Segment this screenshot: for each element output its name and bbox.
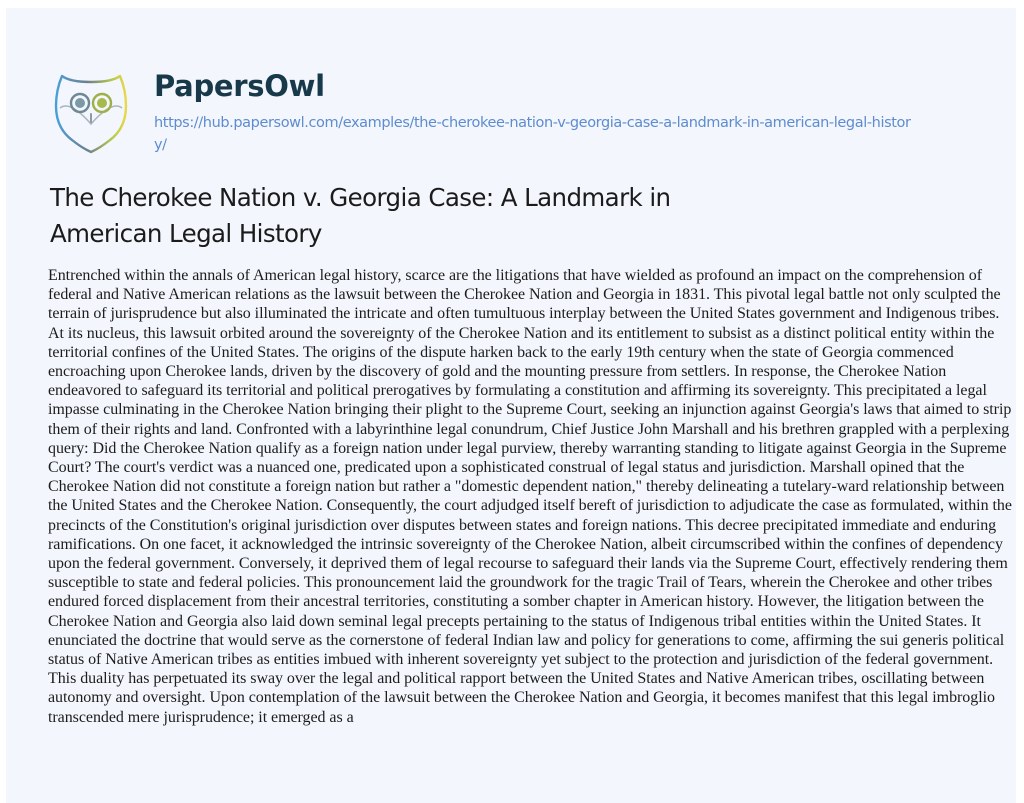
brand-name: PapersOwl [154, 69, 325, 103]
article-body: Entrenched within the annals of American legal history, scarce are the litigations that have wielded as profound an impact on the comprehension of federal and Native American relations as the lawsuit between the Cherokee Nation and Georgia in 1831. This pivotal legal battle not only sculpted the terrain of jurisprudence but also illuminated the intricate and often tumultuous interplay between the United States government and Indigenous tribes. At its nucleus, this lawsuit orbited around the sovereignty of the Cherokee Nation and its entitlement to subsist as a distinct political entity within the territorial confines of the United States. The origins of the dispute harken back to the early 19th century when the state of Georgia commenced encroaching upon Cherokee lands, driven by the discovery of gold and the mounting pressure from settlers. In response, the Cherokee Nation endeavored to safeguard its territorial and political prerogatives by formulating a constitution and affirming its sovereignty. This precipitated a legal impasse culminating in the Cherokee Nation bringing their plight to the Supreme Court, seeking an injunction against Georgia's laws that aimed to strip them of their rights and land. Confronted with a labyrinthine legal conundrum, Chief Justice John Marshall and his brethren grappled with a perplexing query: Did the Cherokee Nation qualify as a foreign nation under legal purview, thereby warranting standing to litigate against Georgia in the Supreme Court? The court's verdict was a nuanced one, predicated upon a sophisticated construal of legal status and jurisdiction. Marshall opined that the Cherokee Nation did not constitute a foreign nation but rather a "domestic dependent nation," thereby delineating a tutelary-ward relationship between the United States and the Cherokee Nation. Consequently, the court adjudged itself bereft of jurisdiction to adjudicate the case as formulated, within the precincts of the Constitution's original jurisdiction over disputes between states and foreign nations. This decree precipitated immediate and enduring ramifications. On one facet, it acknowledged the intrinsic sovereignty of the Cherokee Nation, albeit circumscribed within the confines of dependency upon the federal government. Conversely, it deprived them of legal recourse to safeguard their lands via the Supreme Court, effectively rendering them susceptible to state and federal policies. This pronouncement laid the groundwork for the tragic Trail of Tears, wherein the Cherokee and other tribes endured forced displacement from their ancestral territories, constituting a somber chapter in American history. However, the litigation between the Cherokee Nation and Georgia also laid down seminal legal precepts pertaining to the status of Indigenous tribal entities within the United States. It enunciated the doctrine that would serve as the cornerstone of federal Indian law and policy for generations to come, affirming the sui generis political status of Native American tribes as entities imbued with inherent sovereignty yet subject to the protection and jurisdiction of the federal government. This duality has perpetuated its sway over the legal and political rapport between the United States and Native American tribes, oscillating between autonomy and oversight. Upon contemplation of the lawsuit between the Cherokee Nation and Georgia, it becomes manifest that this legal imbroglio transcended mere jurisprudence; it emerged as a [48, 267, 1012, 726]
document-page [6, 8, 1016, 803]
article-title: The Cherokee Nation v. Georgia Case: A Landmark in American Legal History [50, 183, 671, 248]
header [6, 8, 1016, 168]
source-url-link[interactable]: https://hub.papersowl.com/examples/the-cherokee-nation-v-georgia-case-a-landmark-in-american-legal-history/ [154, 115, 911, 153]
owl-logo-icon [50, 66, 132, 158]
